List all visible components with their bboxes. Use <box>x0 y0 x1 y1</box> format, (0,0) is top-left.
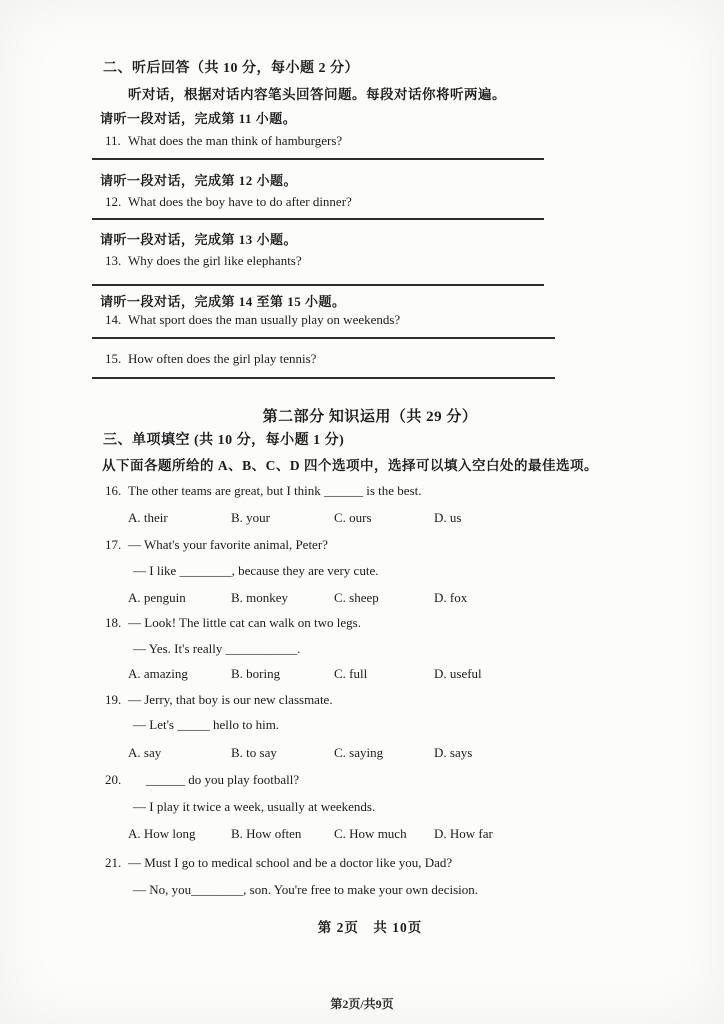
answer-line-13 <box>92 284 544 286</box>
option-a: A. their <box>128 510 168 525</box>
question-number: 11. <box>105 133 121 148</box>
scan-page-number: 第2页/共9页 <box>330 997 394 1011</box>
options-19 <box>100 744 640 762</box>
question-19 <box>105 691 640 709</box>
question-12 <box>105 193 640 211</box>
dialogue-prompt-11: 请听一段对话，完成第 11 小题。 <box>100 111 297 126</box>
question-text: — Must I go to medical school and be a doctor like you, Dad? <box>128 855 453 870</box>
part2-title: 第二部分 知识运用（共 29 分） <box>262 409 478 425</box>
question-number: 19. <box>105 692 122 707</box>
question-21 <box>105 854 640 872</box>
option-d: D. fox <box>434 590 468 605</box>
option-b: B. monkey <box>231 590 289 605</box>
question-text: ______ do you play football? <box>146 772 300 787</box>
question-number: 21. <box>105 855 122 870</box>
dialogue-prompt-12: 请听一段对话，完成第 12 小题。 <box>100 173 298 188</box>
question-text: What does the man think of hamburgers? <box>128 133 343 148</box>
question-17-reply: — I like ________, because they are very cute. <box>133 563 379 578</box>
option-b: B. to say <box>231 745 277 760</box>
options-16 <box>100 509 640 527</box>
section2-title: 二、听后回答（共 10 分，每小题 2 分） <box>103 61 359 76</box>
question-text: — Look! The little cat can walk on two legs. <box>128 615 361 630</box>
option-c: C. saying <box>334 745 384 760</box>
question-text: What sport does the man usually play on weekends? <box>128 312 401 327</box>
dialogue-prompt-13: 请听一段对话，完成第 13 小题。 <box>100 232 298 247</box>
option-c: C. full <box>334 666 368 681</box>
question-number: 17. <box>105 537 122 552</box>
question-14 <box>105 311 640 329</box>
options-20 <box>100 825 640 843</box>
question-18 <box>105 614 640 632</box>
question-text: — What's your favorite animal, Peter? <box>128 537 328 552</box>
question-text: Why does the girl like elephants? <box>128 253 302 268</box>
question-text: How often does the girl play tennis? <box>128 351 317 366</box>
option-b: B. your <box>231 510 270 525</box>
question-text: What does the boy have to do after dinner? <box>128 194 352 209</box>
answer-line-14 <box>92 337 555 339</box>
question-number: 14. <box>105 312 122 327</box>
option-b: B. How often <box>231 826 302 841</box>
printed-page-number: 第 2页 共 10页 <box>317 920 423 935</box>
question-11 <box>105 132 640 150</box>
question-20 <box>105 771 640 789</box>
question-19-reply: — Let's _____ hello to him. <box>133 717 280 732</box>
option-a: A. penguin <box>128 590 186 605</box>
option-c: C. sheep <box>334 590 379 605</box>
section3-instruction: 从下面各题所给的 A、B、C、D 四个选项中，选择可以填入空白处的最佳选项。 <box>102 458 599 473</box>
option-d: D. says <box>434 745 473 760</box>
question-number: 18. <box>105 615 122 630</box>
option-b: B. boring <box>231 666 281 681</box>
option-a: A. amazing <box>128 666 188 681</box>
question-18-reply: — Yes. It's really ___________. <box>133 641 301 656</box>
answer-line-12 <box>92 218 544 220</box>
option-d: D. us <box>434 510 462 525</box>
question-number: 20. <box>105 772 122 787</box>
question-number: 15. <box>105 351 122 366</box>
options-18 <box>100 665 640 683</box>
question-21-reply: — No, you________, son. You're free to make your own decision. <box>133 882 478 897</box>
answer-line-15 <box>92 377 555 379</box>
option-c: C. How much <box>334 826 407 841</box>
answer-line-11 <box>92 158 544 160</box>
question-13 <box>105 252 640 270</box>
question-17 <box>105 536 640 554</box>
option-a: A. say <box>128 745 162 760</box>
question-number: 13. <box>105 253 122 268</box>
option-a: A. How long <box>128 826 196 841</box>
section3-title: 三、单项填空 (共 10 分，每小题 1 分) <box>103 433 345 448</box>
option-d: D. useful <box>434 666 482 681</box>
question-text: — Jerry, that boy is our new classmate. <box>128 692 333 707</box>
question-20-reply: — I play it twice a week, usually at weekends. <box>133 799 376 814</box>
option-c: C. ours <box>334 510 372 525</box>
question-15 <box>105 350 640 368</box>
question-text: The other teams are great, but I think ______ is the best. <box>128 483 422 498</box>
options-17 <box>100 589 640 607</box>
question-16 <box>105 482 640 500</box>
section2-instruction: 听对话，根据对话内容笔头回答问题。每段对话你将听两遍。 <box>128 87 506 102</box>
dialogue-prompt-14-15: 请听一段对话，完成第 14 至第 15 小题。 <box>100 294 346 309</box>
question-number: 12. <box>105 194 122 209</box>
question-number: 16. <box>105 483 122 498</box>
option-d: D. How far <box>434 826 493 841</box>
